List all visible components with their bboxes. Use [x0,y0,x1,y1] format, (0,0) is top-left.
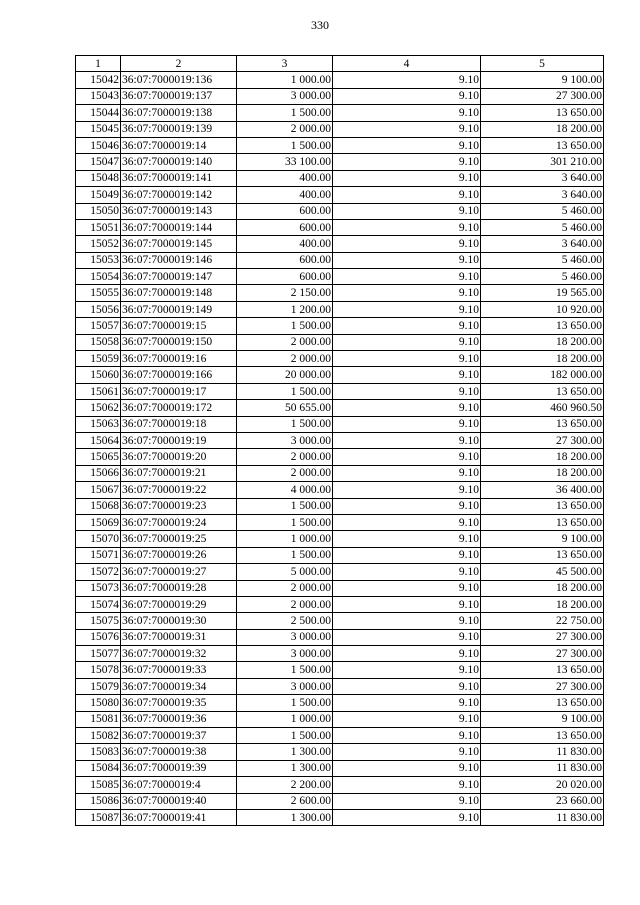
table-row [76,564,604,580]
area-value-cell: 20 000.00 [237,367,333,383]
area-value-cell: 2 600.00 [237,793,333,809]
cadastral-number-cell: 36:07:7000019:31 [121,629,237,645]
total-value-cell: 20 020.00 [481,777,604,793]
table-row [76,728,604,744]
rate-value-cell: 9.10 [333,711,481,727]
rate-value-cell: 9.10 [333,187,481,203]
area-value-cell: 2 200.00 [237,777,333,793]
rate-value-cell: 9.10 [333,318,481,334]
rate-value-cell: 9.10 [333,482,481,498]
cadastral-number-cell: 36:07:7000019:34 [121,678,237,694]
rate-value-cell: 9.10 [333,269,481,285]
cadastral-number-cell: 36:07:7000019:137 [121,88,237,104]
row-number-cell: 15075 [76,613,121,629]
area-value-cell: 1 500.00 [237,318,333,334]
header-row [76,56,604,72]
rate-value-cell: 9.10 [333,121,481,137]
total-value-cell: 11 830.00 [481,760,604,776]
cadastral-number-cell: 36:07:7000019:143 [121,203,237,219]
area-value-cell: 2 000.00 [237,334,333,350]
rate-value-cell: 9.10 [333,793,481,809]
total-value-cell: 13 650.00 [481,662,604,678]
area-value-cell: 2 000.00 [237,580,333,596]
cadastral-number-cell: 36:07:7000019:38 [121,744,237,760]
area-value-cell: 1 000.00 [237,711,333,727]
rate-value-cell: 9.10 [333,596,481,612]
total-value-cell: 13 650.00 [481,416,604,432]
table-row [76,547,604,563]
table-row [76,88,604,104]
cadastral-number-cell: 36:07:7000019:32 [121,646,237,662]
cadastral-number-cell: 36:07:7000019:23 [121,498,237,514]
row-number-cell: 15044 [76,105,121,121]
row-number-cell: 15081 [76,711,121,727]
total-value-cell: 18 200.00 [481,596,604,612]
cadastral-number-cell: 36:07:7000019:150 [121,334,237,350]
cadastral-number-cell: 36:07:7000019:14 [121,137,237,153]
cadastral-number-cell: 36:07:7000019:30 [121,613,237,629]
area-value-cell: 1 000.00 [237,72,333,88]
area-value-cell: 400.00 [237,170,333,186]
area-value-cell: 2 500.00 [237,613,333,629]
total-value-cell: 3 640.00 [481,170,604,186]
row-number-cell: 15056 [76,301,121,317]
total-value-cell: 13 650.00 [481,514,604,530]
rate-value-cell: 9.10 [333,351,481,367]
total-value-cell: 45 500.00 [481,564,604,580]
header-col-3: 3 [237,56,333,72]
area-value-cell: 3 000.00 [237,678,333,694]
data-table [75,55,604,826]
area-value-cell: 1 500.00 [237,514,333,530]
area-value-cell: 2 150.00 [237,285,333,301]
table-row [76,678,604,694]
area-value-cell: 400.00 [237,187,333,203]
rate-value-cell: 9.10 [333,547,481,563]
cadastral-number-cell: 36:07:7000019:37 [121,728,237,744]
total-value-cell: 9 100.00 [481,531,604,547]
total-value-cell: 18 200.00 [481,121,604,137]
cadastral-number-cell: 36:07:7000019:40 [121,793,237,809]
rate-value-cell: 9.10 [333,514,481,530]
total-value-cell: 22 750.00 [481,613,604,629]
cadastral-number-cell: 36:07:7000019:27 [121,564,237,580]
row-number-cell: 15059 [76,351,121,367]
rate-value-cell: 9.10 [333,580,481,596]
rate-value-cell: 9.10 [333,777,481,793]
total-value-cell: 5 460.00 [481,269,604,285]
total-value-cell: 27 300.00 [481,629,604,645]
area-value-cell: 1 300.00 [237,809,333,825]
table-row [76,383,604,399]
row-number-cell: 15045 [76,121,121,137]
rate-value-cell: 9.10 [333,695,481,711]
total-value-cell: 9 100.00 [481,711,604,727]
total-value-cell: 182 000.00 [481,367,604,383]
area-value-cell: 1 500.00 [237,662,333,678]
total-value-cell: 10 920.00 [481,301,604,317]
cadastral-number-cell: 36:07:7000019:145 [121,236,237,252]
table-row [76,269,604,285]
cadastral-number-cell: 36:07:7000019:16 [121,351,237,367]
area-value-cell: 33 100.00 [237,154,333,170]
row-number-cell: 15060 [76,367,121,383]
rate-value-cell: 9.10 [333,531,481,547]
rate-value-cell: 9.10 [333,613,481,629]
row-number-cell: 15067 [76,482,121,498]
row-number-cell: 15073 [76,580,121,596]
row-number-cell: 15058 [76,334,121,350]
table-row [76,596,604,612]
area-value-cell: 3 000.00 [237,432,333,448]
total-value-cell: 3 640.00 [481,236,604,252]
table-row [76,318,604,334]
table-row [76,711,604,727]
total-value-cell: 5 460.00 [481,203,604,219]
total-value-cell: 18 200.00 [481,449,604,465]
table-row [76,695,604,711]
total-value-cell: 19 565.00 [481,285,604,301]
rate-value-cell: 9.10 [333,400,481,416]
table-row [76,367,604,383]
row-number-cell: 15071 [76,547,121,563]
cadastral-number-cell: 36:07:7000019:142 [121,187,237,203]
area-value-cell: 1 000.00 [237,531,333,547]
row-number-cell: 15043 [76,88,121,104]
row-number-cell: 15080 [76,695,121,711]
table-row [76,170,604,186]
cadastral-number-cell: 36:07:7000019:136 [121,72,237,88]
table-row [76,629,604,645]
rate-value-cell: 9.10 [333,416,481,432]
rate-value-cell: 9.10 [333,760,481,776]
rate-value-cell: 9.10 [333,154,481,170]
area-value-cell: 600.00 [237,252,333,268]
cadastral-number-cell: 36:07:7000019:21 [121,465,237,481]
cadastral-number-cell: 36:07:7000019:166 [121,367,237,383]
rate-value-cell: 9.10 [333,252,481,268]
cadastral-number-cell: 36:07:7000019:18 [121,416,237,432]
cadastral-number-cell: 36:07:7000019:15 [121,318,237,334]
area-value-cell: 50 655.00 [237,400,333,416]
row-number-cell: 15053 [76,252,121,268]
row-number-cell: 15062 [76,400,121,416]
cadastral-number-cell: 36:07:7000019:141 [121,170,237,186]
area-value-cell: 2 000.00 [237,449,333,465]
table-row [76,301,604,317]
area-value-cell: 1 200.00 [237,301,333,317]
rate-value-cell: 9.10 [333,137,481,153]
area-value-cell: 2 000.00 [237,121,333,137]
header-col-2: 2 [121,56,237,72]
table-row [76,809,604,825]
cadastral-number-cell: 36:07:7000019:19 [121,432,237,448]
row-number-cell: 15064 [76,432,121,448]
header-col-5: 5 [481,56,604,72]
table-row [76,219,604,235]
area-value-cell: 600.00 [237,203,333,219]
cadastral-number-cell: 36:07:7000019:36 [121,711,237,727]
total-value-cell: 23 660.00 [481,793,604,809]
cadastral-number-cell: 36:07:7000019:148 [121,285,237,301]
total-value-cell: 13 650.00 [481,137,604,153]
area-value-cell: 1 300.00 [237,760,333,776]
total-value-cell: 5 460.00 [481,219,604,235]
total-value-cell: 27 300.00 [481,88,604,104]
table-row [76,465,604,481]
cadastral-number-cell: 36:07:7000019:35 [121,695,237,711]
row-number-cell: 15077 [76,646,121,662]
table-row [76,760,604,776]
area-value-cell: 1 500.00 [237,498,333,514]
total-value-cell: 3 640.00 [481,187,604,203]
rate-value-cell: 9.10 [333,88,481,104]
row-number-cell: 15070 [76,531,121,547]
cadastral-number-cell: 36:07:7000019:33 [121,662,237,678]
total-value-cell: 13 650.00 [481,695,604,711]
table-row [76,416,604,432]
rate-value-cell: 9.10 [333,219,481,235]
rate-value-cell: 9.10 [333,646,481,662]
rate-value-cell: 9.10 [333,203,481,219]
table-row [76,154,604,170]
rate-value-cell: 9.10 [333,105,481,121]
total-value-cell: 11 830.00 [481,744,604,760]
area-value-cell: 1 500.00 [237,695,333,711]
row-number-cell: 15061 [76,383,121,399]
rate-value-cell: 9.10 [333,334,481,350]
area-value-cell: 3 000.00 [237,629,333,645]
row-number-cell: 15084 [76,760,121,776]
total-value-cell: 11 830.00 [481,809,604,825]
total-value-cell: 18 200.00 [481,334,604,350]
rate-value-cell: 9.10 [333,449,481,465]
total-value-cell: 5 460.00 [481,252,604,268]
table-row [76,285,604,301]
total-value-cell: 301 210.00 [481,154,604,170]
table-row [76,777,604,793]
table-row [76,72,604,88]
total-value-cell: 18 200.00 [481,580,604,596]
table-row [76,236,604,252]
cadastral-number-cell: 36:07:7000019:41 [121,809,237,825]
total-value-cell: 18 200.00 [481,351,604,367]
total-value-cell: 27 300.00 [481,432,604,448]
area-value-cell: 4 000.00 [237,482,333,498]
row-number-cell: 15079 [76,678,121,694]
area-value-cell: 1 500.00 [237,547,333,563]
total-value-cell: 13 650.00 [481,498,604,514]
row-number-cell: 15082 [76,728,121,744]
row-number-cell: 15051 [76,219,121,235]
table-row [76,646,604,662]
area-value-cell: 400.00 [237,236,333,252]
table-row [76,203,604,219]
row-number-cell: 15042 [76,72,121,88]
rate-value-cell: 9.10 [333,236,481,252]
row-number-cell: 15054 [76,269,121,285]
cadastral-number-cell: 36:07:7000019:4 [121,777,237,793]
table-row [76,744,604,760]
cadastral-number-cell: 36:07:7000019:139 [121,121,237,137]
rate-value-cell: 9.10 [333,498,481,514]
row-number-cell: 15046 [76,137,121,153]
table-row [76,498,604,514]
area-value-cell: 1 500.00 [237,383,333,399]
row-number-cell: 15063 [76,416,121,432]
cadastral-number-cell: 36:07:7000019:25 [121,531,237,547]
table-row [76,580,604,596]
rate-value-cell: 9.10 [333,662,481,678]
row-number-cell: 15072 [76,564,121,580]
total-value-cell: 36 400.00 [481,482,604,498]
row-number-cell: 15068 [76,498,121,514]
total-value-cell: 13 650.00 [481,728,604,744]
rate-value-cell: 9.10 [333,301,481,317]
area-value-cell: 600.00 [237,269,333,285]
rate-value-cell: 9.10 [333,367,481,383]
row-number-cell: 15055 [76,285,121,301]
area-value-cell: 1 500.00 [237,728,333,744]
total-value-cell: 27 300.00 [481,678,604,694]
cadastral-number-cell: 36:07:7000019:29 [121,596,237,612]
row-number-cell: 15066 [76,465,121,481]
area-value-cell: 2 000.00 [237,351,333,367]
row-number-cell: 15057 [76,318,121,334]
row-number-cell: 15074 [76,596,121,612]
table-row [76,334,604,350]
area-value-cell: 600.00 [237,219,333,235]
table-row [76,351,604,367]
row-number-cell: 15047 [76,154,121,170]
rate-value-cell: 9.10 [333,285,481,301]
cadastral-number-cell: 36:07:7000019:24 [121,514,237,530]
row-number-cell: 15085 [76,777,121,793]
row-number-cell: 15048 [76,170,121,186]
rate-value-cell: 9.10 [333,809,481,825]
row-number-cell: 15076 [76,629,121,645]
area-value-cell: 1 500.00 [237,137,333,153]
row-number-cell: 15049 [76,187,121,203]
cadastral-number-cell: 36:07:7000019:138 [121,105,237,121]
page-number: 330 [311,18,329,32]
rate-value-cell: 9.10 [333,744,481,760]
table-row [76,400,604,416]
total-value-cell: 18 200.00 [481,465,604,481]
table-row [76,137,604,153]
cadastral-number-cell: 36:07:7000019:146 [121,252,237,268]
rate-value-cell: 9.10 [333,170,481,186]
row-number-cell: 15069 [76,514,121,530]
row-number-cell: 15078 [76,662,121,678]
row-number-cell: 15083 [76,744,121,760]
total-value-cell: 27 300.00 [481,646,604,662]
table-row [76,432,604,448]
row-number-cell: 15052 [76,236,121,252]
area-value-cell: 3 000.00 [237,88,333,104]
cadastral-number-cell: 36:07:7000019:20 [121,449,237,465]
table-row [76,187,604,203]
cadastral-number-cell: 36:07:7000019:140 [121,154,237,170]
area-value-cell: 5 000.00 [237,564,333,580]
table-row [76,662,604,678]
rate-value-cell: 9.10 [333,728,481,744]
total-value-cell: 13 650.00 [481,547,604,563]
row-number-cell: 15086 [76,793,121,809]
rate-value-cell: 9.10 [333,72,481,88]
cadastral-number-cell: 36:07:7000019:39 [121,760,237,776]
area-value-cell: 1 500.00 [237,105,333,121]
header-col-4: 4 [333,56,481,72]
row-number-cell: 15087 [76,809,121,825]
table-row [76,793,604,809]
row-number-cell: 15050 [76,203,121,219]
area-value-cell: 2 000.00 [237,596,333,612]
cadastral-number-cell: 36:07:7000019:144 [121,219,237,235]
table-row [76,613,604,629]
cadastral-number-cell: 36:07:7000019:26 [121,547,237,563]
rate-value-cell: 9.10 [333,564,481,580]
header-col-1: 1 [76,56,121,72]
area-value-cell: 3 000.00 [237,646,333,662]
rate-value-cell: 9.10 [333,383,481,399]
total-value-cell: 13 650.00 [481,383,604,399]
cadastral-number-cell: 36:07:7000019:17 [121,383,237,399]
rate-value-cell: 9.10 [333,465,481,481]
table-row [76,105,604,121]
row-number-cell: 15065 [76,449,121,465]
area-value-cell: 1 300.00 [237,744,333,760]
cadastral-number-cell: 36:07:7000019:149 [121,301,237,317]
table-row [76,531,604,547]
cadastral-number-cell: 36:07:7000019:22 [121,482,237,498]
area-value-cell: 2 000.00 [237,465,333,481]
total-value-cell: 460 960.50 [481,400,604,416]
total-value-cell: 9 100.00 [481,72,604,88]
table-body [76,72,604,826]
table-header [76,56,604,72]
total-value-cell: 13 650.00 [481,318,604,334]
table-row [76,121,604,137]
rate-value-cell: 9.10 [333,678,481,694]
rate-value-cell: 9.10 [333,432,481,448]
table-row [76,514,604,530]
rate-value-cell: 9.10 [333,629,481,645]
table-row [76,252,604,268]
table-row [76,449,604,465]
total-value-cell: 13 650.00 [481,105,604,121]
cadastral-number-cell: 36:07:7000019:147 [121,269,237,285]
area-value-cell: 1 500.00 [237,416,333,432]
table-row [76,482,604,498]
cadastral-number-cell: 36:07:7000019:172 [121,400,237,416]
cadastral-number-cell: 36:07:7000019:28 [121,580,237,596]
